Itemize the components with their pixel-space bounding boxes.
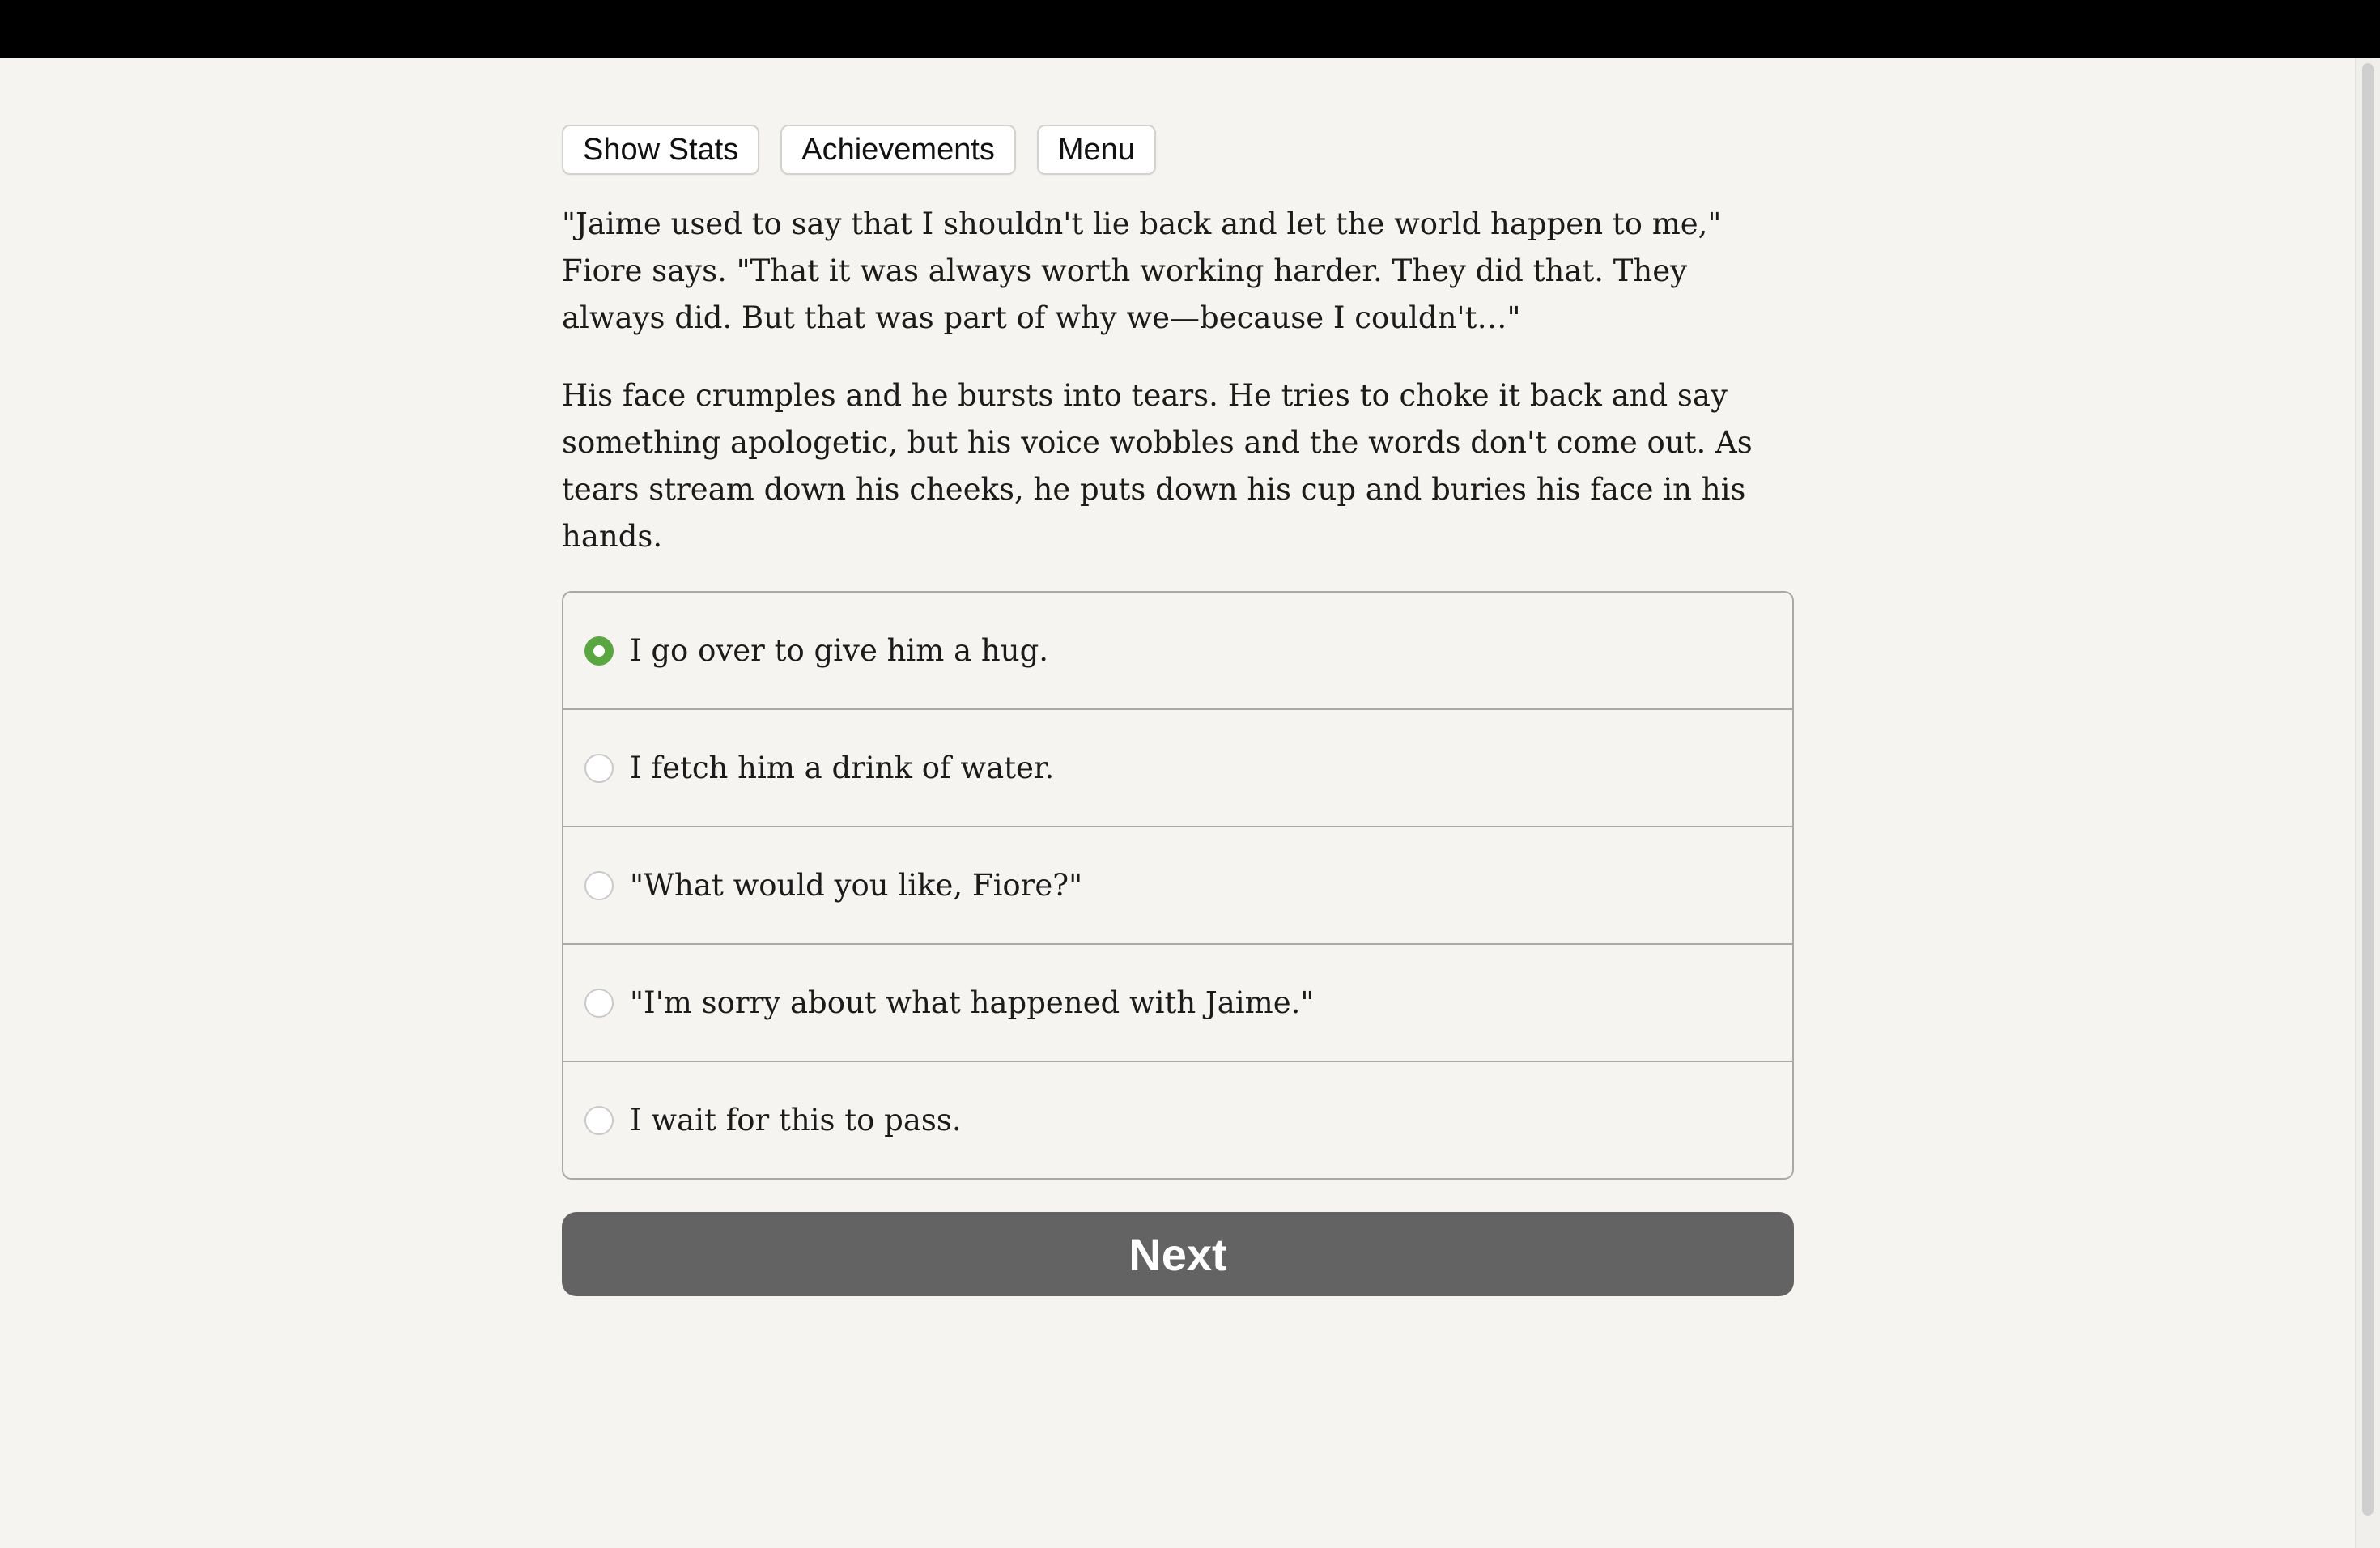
radio-button-icon[interactable]: [584, 1106, 614, 1135]
browser-top-bar: [0, 0, 2380, 58]
choice-label: I go over to give him a hug.: [630, 633, 1049, 668]
achievements-button[interactable]: Achievements: [780, 125, 1016, 175]
radio-button-icon[interactable]: [584, 989, 614, 1018]
page-scrollbar[interactable]: [2355, 58, 2380, 1548]
story-text: [562, 201, 1794, 560]
choice-label: I fetch him a drink of water.: [630, 751, 1055, 785]
toolbar: [562, 125, 1794, 176]
story-paragraph: "Jaime used to say that I shouldn't lie back and let the world happen to me," Fiore says. "That it was always worth working harder. They did that. They always did. But that was part of why we—because I couldn't…": [562, 206, 1722, 335]
choice-option-ask[interactable]: [563, 826, 1792, 943]
menu-button[interactable]: Menu: [1037, 125, 1156, 175]
next-button[interactable]: Next: [562, 1212, 1794, 1296]
radio-button-icon[interactable]: [584, 754, 614, 783]
choice-label: "What would you like, Fiore?": [630, 868, 1083, 903]
choice-label: I wait for this to pass.: [630, 1103, 962, 1138]
game-container: [562, 125, 1794, 1296]
choice-option-water[interactable]: [563, 708, 1792, 826]
story-paragraph: His face crumples and he bursts into tears. He tries to choke it back and say something apologetic, but his voice wobbles and the words don't come out. As tears stream down his cheeks, he puts down his cup and buries his face in his hands.: [562, 378, 1753, 554]
radio-button-icon[interactable]: [584, 871, 614, 900]
choice-option-sorry[interactable]: [563, 943, 1792, 1061]
choice-option-hug[interactable]: [563, 593, 1792, 708]
choice-option-wait[interactable]: [563, 1061, 1792, 1178]
show-stats-button[interactable]: Show Stats: [562, 125, 759, 175]
scrollbar-thumb[interactable]: [2362, 63, 2374, 1516]
choice-list: [562, 591, 1794, 1180]
radio-button-icon[interactable]: [584, 636, 614, 666]
choice-label: "I'm sorry about what happened with Jaime.": [630, 985, 1315, 1020]
